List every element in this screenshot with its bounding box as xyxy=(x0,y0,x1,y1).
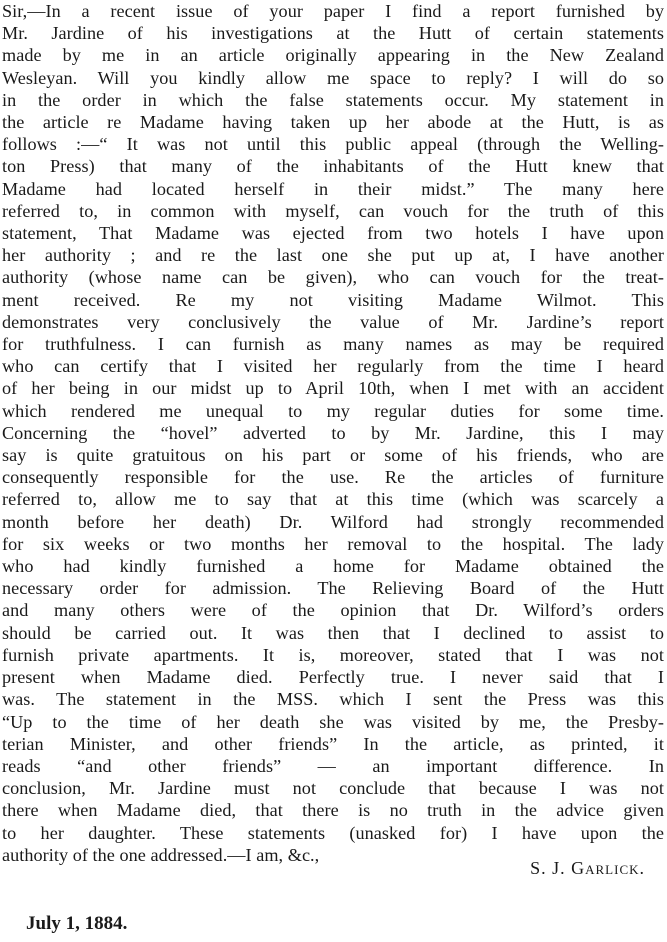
text-line: referred to, allow me to say that at this time (which was scarcely a xyxy=(2,489,664,510)
text-line: who had kindly furnished a home for Madame obtained the xyxy=(2,556,664,577)
text-line: of her being in our midst up to April 10th, when I met with an accident xyxy=(2,378,664,399)
text-line: consequently responsible for the use. Re the articles of furniture xyxy=(2,467,664,488)
text-line: for truthfulness. I can furnish as many names as may be required xyxy=(2,334,664,355)
letter-body xyxy=(2,0,664,866)
text-line: statement, That Madame was ejected from two hotels I have upon xyxy=(2,223,664,244)
text-line: which rendered me unequal to my regular duties for some time. xyxy=(2,400,664,421)
text-line: Mr. Jardine of his investigations at the Hutt of certain statements xyxy=(2,23,664,44)
text-line: her authority ; and re the last one she put up at, I have another xyxy=(2,245,664,266)
text-line: necessary order for admission. The Relieving Board of the Hutt xyxy=(2,578,664,599)
text-line: authority of the one addressed.—I am, &c., xyxy=(2,844,320,865)
text-line: present when Madame died. Perfectly true. I never said that I xyxy=(2,667,664,688)
text-line: there when Madame died, that there is no truth in the advice given xyxy=(2,800,664,821)
text-line: month before her death) Dr. Wilford had strongly recommended xyxy=(2,511,664,532)
text-line: in the order in which the false statements occur. My statement in xyxy=(2,89,664,110)
text-line: should be carried out. It was then that I declined to assist to xyxy=(2,622,664,643)
text-line: “Up to the time of her death she was visited by me, the Presby- xyxy=(2,711,664,732)
text-line: was. The statement in the MSS. which I sent the Press was this xyxy=(2,689,664,710)
text-line: conclusion, Mr. Jardine must not conclude that because I was not xyxy=(2,778,664,799)
text-line: who can certify that I visited her regularly from the time I heard xyxy=(2,356,664,377)
text-line: the article re Madame having taken up her abode at the Hutt, is as xyxy=(2,112,664,133)
text-line: Wesleyan. Will you kindly allow me space to reply? I will do so xyxy=(2,67,664,88)
text-line: reads “and other friends” — an important difference. In xyxy=(2,755,664,776)
text-line: for six weeks or two months her removal to the hospital. The lady xyxy=(2,533,664,554)
signature: S. J. Garlick. xyxy=(530,858,645,878)
text-line: furnish private apartments. It is, moreover, stated that I was not xyxy=(2,644,664,665)
letter-date: July 1, 1884. xyxy=(26,913,128,934)
text-line: and many others were of the opinion that Dr. Wilford’s orders xyxy=(2,600,664,621)
text-line: ment received. Re my not visiting Madame Wilmot. This xyxy=(2,289,664,310)
text-line: Concerning the “hovel” adverted to by Mr. Jardine, this I may xyxy=(2,422,664,443)
text-line: say is quite gratuitous on his part or some of his friends, who are xyxy=(2,445,664,466)
text-line: follows :—“ It was not until this public appeal (through the Welling- xyxy=(2,134,664,155)
text-line: referred to, in common with myself, can vouch for the truth of this xyxy=(2,200,664,221)
text-line: made by me in an article originally appearing in the New Zealand xyxy=(2,45,664,66)
text-line: Madame had located herself in their midst.” The many here xyxy=(2,178,664,199)
text-line: Sir,—In a recent issue of your paper I find a report furnished by xyxy=(2,1,664,21)
text-line: authority (whose name can be given), who can vouch for the treat- xyxy=(2,267,664,288)
text-line: terian Minister, and other friends” In the article, as printed, it xyxy=(2,733,664,754)
text-line: demonstrates very conclusively the value of Mr. Jardine’s report xyxy=(2,311,664,332)
text-line: ton Press) that many of the inhabitants of the Hutt knew that xyxy=(2,156,664,177)
text-line: to her daughter. These statements (unasked for) I have upon the xyxy=(2,822,664,843)
